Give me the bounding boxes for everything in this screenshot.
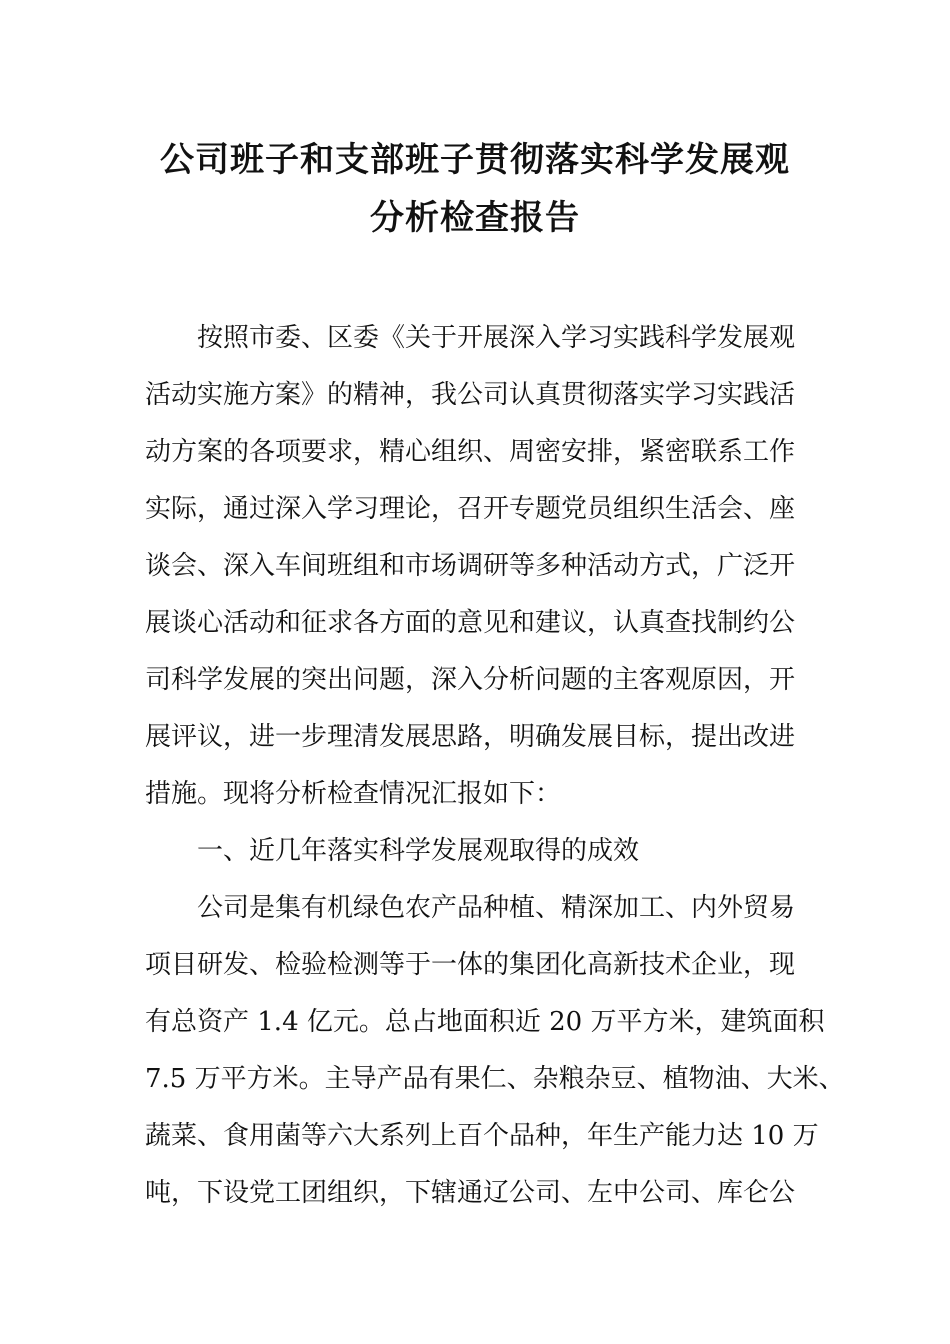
paragraph-line: 蔬菜、食用菌等六大系列上百个品种，年生产能力达 10 万 — [145, 1121, 819, 1151]
paragraph-line: 有总资产 1.4 亿元。总占地面积近 20 万平方米，建筑面积 — [145, 1007, 825, 1037]
paragraph-line: 动方案的各项要求，精心组织、周密安排，紧密联系工作 — [145, 437, 796, 467]
document-title-line-2: 分析检查报告 — [370, 198, 580, 238]
paragraph-line: 实际，通过深入学习理论，召开专题党员组织生活会、座 — [145, 494, 796, 524]
document-title-line-1: 公司班子和支部班子贯彻落实科学发展观 — [160, 140, 790, 180]
paragraph-line: 项目研发、检验检测等于一体的集团化高新技术企业，现 — [145, 950, 796, 980]
paragraph-line: 措施。现将分析检查情况汇报如下： — [145, 779, 562, 809]
paragraph-line: 活动实施方案》的精神，我公司认真贯彻落实学习实践活 — [145, 380, 796, 410]
section-heading: 一、近几年落实科学发展观取得的成效 — [197, 836, 640, 866]
paragraph-line: 7.5 万平方米。主导产品有果仁、杂粮杂豆、植物油、大米、 — [145, 1064, 845, 1094]
paragraph-line: 公司是集有机绿色农产品种植、精深加工、内外贸易 — [197, 893, 796, 923]
paragraph-line: 按照市委、区委《关于开展深入学习实践科学发展观 — [197, 323, 796, 353]
paragraph-line: 司科学发展的突出问题，深入分析问题的主客观原因，开 — [145, 665, 796, 695]
paragraph-line: 吨，下设党工团组织，下辖通辽公司、左中公司、库仑公 — [145, 1178, 796, 1208]
paragraph-line: 谈会、深入车间班组和市场调研等多种活动方式，广泛开 — [145, 551, 796, 581]
paragraph-line: 展评议，进一步理清发展思路，明确发展目标，提出改进 — [145, 722, 796, 752]
paragraph-line: 展谈心活动和征求各方面的意见和建议，认真查找制约公 — [145, 608, 796, 638]
